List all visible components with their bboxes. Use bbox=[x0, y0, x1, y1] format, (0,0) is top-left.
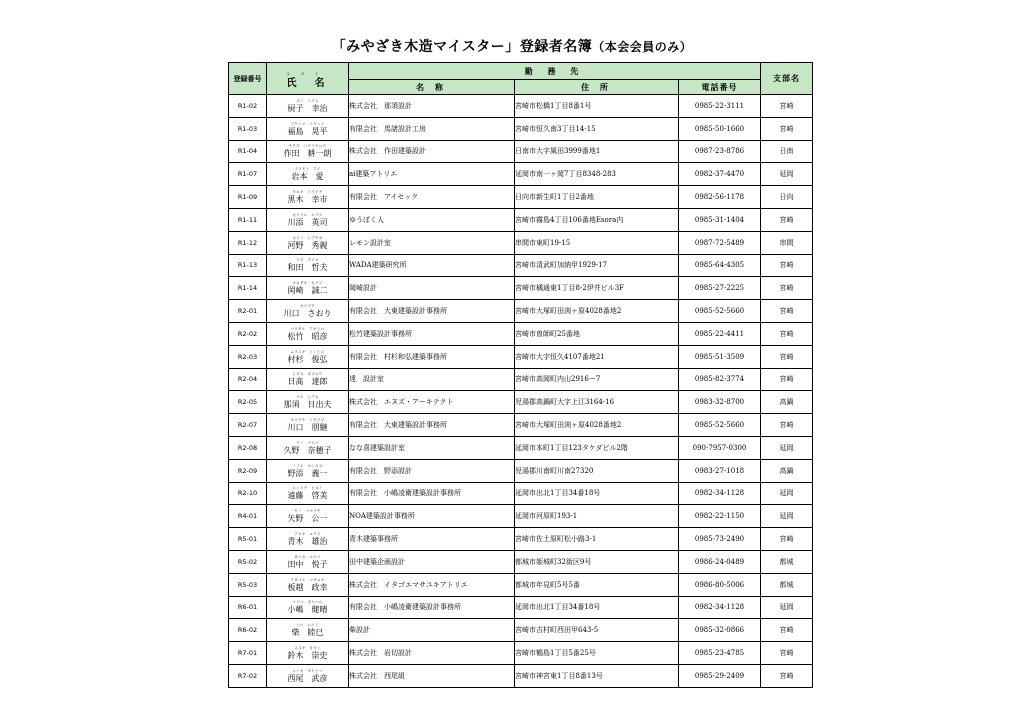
name-text: 日髙 達郎 bbox=[287, 377, 328, 387]
office-address: 児湯郡川南町川南27320 bbox=[515, 459, 679, 482]
name-furigana: コジマ タケハル bbox=[292, 600, 323, 605]
member-name bbox=[267, 254, 349, 277]
name-furigana: クロキ コウイチ bbox=[292, 190, 323, 195]
phone-number: 0982-34-1128 bbox=[679, 482, 761, 505]
registration-no: R5-01 bbox=[229, 528, 267, 551]
phone-number: 0985-32-0866 bbox=[679, 619, 761, 642]
table-row bbox=[229, 163, 813, 186]
registration-no: R1-03 bbox=[229, 117, 267, 140]
table-row bbox=[229, 368, 813, 391]
name-text: 岡崎 誠二 bbox=[287, 286, 328, 296]
name-furigana: イワモト アイ bbox=[294, 167, 321, 172]
registration-no: R2-07 bbox=[229, 414, 267, 437]
phone-number: 0985-64-4305 bbox=[679, 254, 761, 277]
office-address: 延岡市出北1丁目34番18号 bbox=[515, 596, 679, 619]
office-address: 延岡市本町1丁目123タケダビル2階 bbox=[515, 436, 679, 459]
registration-no: R1-04 bbox=[229, 140, 267, 163]
name-furigana: クノ ナホコ bbox=[296, 440, 319, 445]
name-furigana: イタゴエ マサユキ bbox=[290, 577, 325, 582]
header-workplace: 勤 務 先 bbox=[349, 63, 761, 80]
phone-number: 0985-27-2225 bbox=[679, 277, 761, 300]
name-text: 西尾 武彦 bbox=[287, 673, 328, 683]
phone-number: 0985-82-3774 bbox=[679, 368, 761, 391]
table-row bbox=[229, 277, 813, 300]
registration-no: R6-01 bbox=[229, 596, 267, 619]
name-furigana: ノゾエ ヨシカズ bbox=[292, 463, 323, 468]
branch-name: 宮崎 bbox=[761, 208, 813, 231]
branch-name: 日南 bbox=[761, 140, 813, 163]
registration-no: R7-02 bbox=[229, 664, 267, 687]
branch-name: 宮崎 bbox=[761, 642, 813, 665]
office-address: 宮崎市橘通東1丁目8-2伊井ビル3F bbox=[515, 277, 679, 300]
office-name: 柴設計 bbox=[349, 619, 515, 642]
office-address: 児湯郡高鍋町大字上江3164-16 bbox=[515, 391, 679, 414]
office-name: 株式会社 岩切設計 bbox=[349, 642, 515, 665]
name-furigana: ナス ヒデオ bbox=[296, 395, 319, 400]
office-address: 日南市大字風田3999番地1 bbox=[515, 140, 679, 163]
name-text: 矢野 公一 bbox=[287, 514, 328, 524]
member-name bbox=[267, 664, 349, 687]
office-address: 宮崎市大字恒久4107番地21 bbox=[515, 345, 679, 368]
office-address: 延岡市南一ヶ岡7丁目8348-283 bbox=[515, 163, 679, 186]
branch-name: 宮崎 bbox=[761, 277, 813, 300]
name-furigana: ヒダカ タツロウ bbox=[292, 372, 323, 377]
office-address: 宮崎市吉村町西田甲643-5 bbox=[515, 619, 679, 642]
name-text: 川口 さおり bbox=[283, 309, 332, 319]
table-row bbox=[229, 322, 813, 345]
name-furigana: シバ ムツミ bbox=[296, 623, 319, 628]
office-address: 都城市年見町5号5番 bbox=[515, 573, 679, 596]
member-name bbox=[267, 322, 349, 345]
name-furigana: カワノ ヒデチカ bbox=[292, 235, 323, 240]
member-name bbox=[267, 117, 349, 140]
name-furigana: ズシ コウジ bbox=[296, 98, 319, 103]
registration-no: R2-08 bbox=[229, 436, 267, 459]
name-text: 福島 晃平 bbox=[287, 126, 328, 136]
member-name bbox=[267, 414, 349, 437]
branch-name: 宮崎 bbox=[761, 117, 813, 140]
name-text: 遠藤 啓美 bbox=[287, 491, 328, 501]
table-row bbox=[229, 459, 813, 482]
phone-number: 0982-34-1128 bbox=[679, 596, 761, 619]
name-furigana: マツタケ アキヒロ bbox=[290, 326, 325, 331]
member-name bbox=[267, 95, 349, 118]
table-row bbox=[229, 573, 813, 596]
office-address: 宮崎市神宮東1丁目8番13号 bbox=[515, 664, 679, 687]
phone-number: 0985-51-3509 bbox=[679, 345, 761, 368]
registration-no: R6-02 bbox=[229, 619, 267, 642]
branch-name: 延岡 bbox=[761, 596, 813, 619]
branch-name: 宮崎 bbox=[761, 345, 813, 368]
member-name bbox=[267, 550, 349, 573]
phone-number: 0986-80-5006 bbox=[679, 573, 761, 596]
name-text: 青木 雄治 bbox=[287, 537, 328, 547]
name-furigana: ワダ テツオ bbox=[296, 258, 319, 263]
branch-name: 高鍋 bbox=[761, 391, 813, 414]
name-furigana: ヤノ コウイチ bbox=[294, 509, 321, 514]
office-name: 株式会社 西尾組 bbox=[349, 664, 515, 687]
office-name: 有限会社 小嶋凌衛建築設計事務所 bbox=[349, 596, 515, 619]
registration-no: R5-03 bbox=[229, 573, 267, 596]
name-text: 田中 悦子 bbox=[287, 559, 328, 569]
office-address: 宮崎市大塚町田渕ヶ原4028番地2 bbox=[515, 414, 679, 437]
name-furigana: オカザキ セイジ bbox=[292, 281, 323, 286]
registration-no: R4-01 bbox=[229, 505, 267, 528]
name-text: 厨子 幸治 bbox=[287, 103, 328, 113]
registration-no: R1-13 bbox=[229, 254, 267, 277]
name-text: 野添 義一 bbox=[287, 468, 328, 478]
branch-name: 延岡 bbox=[761, 482, 813, 505]
table-row bbox=[229, 345, 813, 368]
office-name: 有限会社 村杉和弘建築事務所 bbox=[349, 345, 515, 368]
registration-no: R7-01 bbox=[229, 642, 267, 665]
office-address: 宮崎市曽師町25番地 bbox=[515, 322, 679, 345]
member-name bbox=[267, 596, 349, 619]
member-name bbox=[267, 368, 349, 391]
member-name bbox=[267, 505, 349, 528]
table-row bbox=[229, 528, 813, 551]
registration-no: R2-05 bbox=[229, 391, 267, 414]
office-address: 串間市東町19-15 bbox=[515, 231, 679, 254]
member-name bbox=[267, 231, 349, 254]
registration-no: R2-03 bbox=[229, 345, 267, 368]
name-furigana: アオキ ユウジ bbox=[294, 532, 321, 537]
branch-name: 日向 bbox=[761, 186, 813, 209]
branch-name: 宮崎 bbox=[761, 368, 813, 391]
table-row bbox=[229, 254, 813, 277]
registration-no: R1-09 bbox=[229, 186, 267, 209]
office-name: NOA建築設計事務所 bbox=[349, 505, 515, 528]
name-text: 柴 睦巳 bbox=[291, 628, 324, 638]
member-name bbox=[267, 459, 349, 482]
registration-no: R2-01 bbox=[229, 300, 267, 323]
name-text: 村杉 俊弘 bbox=[287, 354, 328, 364]
office-address: 延岡市出北1丁目34番18号 bbox=[515, 482, 679, 505]
registration-no: R2-02 bbox=[229, 322, 267, 345]
office-name: 有限会社 小嶋凌衛建築設計事務所 bbox=[349, 482, 515, 505]
branch-name: 宮崎 bbox=[761, 619, 813, 642]
table-row bbox=[229, 186, 813, 209]
member-name bbox=[267, 573, 349, 596]
name-text: 河野 秀親 bbox=[287, 240, 328, 250]
header-name-label: 氏 名 bbox=[286, 77, 329, 89]
name-furigana: サクダ コウイチロウ bbox=[288, 144, 327, 149]
table-row bbox=[229, 550, 813, 573]
title-text: 「みやざき木造マイスター」登録者名簿 bbox=[331, 39, 593, 55]
registration-no: R1-07 bbox=[229, 163, 267, 186]
name-furigana: スズキ タカシ bbox=[294, 646, 321, 651]
header-phone: 電話番号 bbox=[679, 80, 761, 95]
office-address: 宮崎市大塚町田渕ヶ原4028番地2 bbox=[515, 300, 679, 323]
table-header bbox=[229, 63, 813, 95]
phone-number: 0982-22-1150 bbox=[679, 505, 761, 528]
name-furigana: ムラスギ トシヒロ bbox=[290, 349, 325, 354]
phone-number: 0982-37-4470 bbox=[679, 163, 761, 186]
name-text: 小嶋 健晴 bbox=[287, 605, 328, 615]
name-text: 板越 政幸 bbox=[287, 582, 328, 592]
name-text: 川添 英司 bbox=[287, 217, 328, 227]
table-row bbox=[229, 208, 813, 231]
office-name: なな喜建築設計室 bbox=[349, 436, 515, 459]
name-text: 和田 哲夫 bbox=[287, 263, 328, 273]
name-furigana: フクシマ コウヘイ bbox=[290, 121, 325, 126]
office-name: 有限会社 アイセック bbox=[349, 186, 515, 209]
table-row bbox=[229, 231, 813, 254]
office-name: ゆうぼく人 bbox=[349, 208, 515, 231]
table-row bbox=[229, 391, 813, 414]
header-branch: 支部名 bbox=[761, 63, 813, 95]
registration-no: R1-11 bbox=[229, 208, 267, 231]
office-address: 宮崎市松橋1丁目8番1号 bbox=[515, 95, 679, 118]
office-name: 株式会社 エヌズ・アーキテクト bbox=[349, 391, 515, 414]
office-address: 宮崎市鶴島1丁目5番25号 bbox=[515, 642, 679, 665]
member-name bbox=[267, 186, 349, 209]
office-name: 有限会社 野添設計 bbox=[349, 459, 515, 482]
branch-name: 高鍋 bbox=[761, 459, 813, 482]
phone-number: 0985-52-5660 bbox=[679, 414, 761, 437]
name-text: 岩本 愛 bbox=[291, 172, 324, 182]
registration-no: R2-10 bbox=[229, 482, 267, 505]
title-subtitle: （本会会員のみ） bbox=[592, 40, 693, 54]
phone-number: 0986-24-0489 bbox=[679, 550, 761, 573]
branch-name: 宮崎 bbox=[761, 95, 813, 118]
office-name: レモン設計室 bbox=[349, 231, 515, 254]
registration-no: R1-14 bbox=[229, 277, 267, 300]
header-name bbox=[267, 63, 349, 95]
branch-name: 宮崎 bbox=[761, 254, 813, 277]
registration-no: R5-02 bbox=[229, 550, 267, 573]
name-text: 久野 奈穂子 bbox=[283, 445, 332, 455]
branch-name: 延岡 bbox=[761, 436, 813, 459]
name-text: 川口 朋継 bbox=[287, 423, 328, 433]
member-name bbox=[267, 163, 349, 186]
phone-number: 0987-72-5489 bbox=[679, 231, 761, 254]
phone-number: 0983-32-8700 bbox=[679, 391, 761, 414]
table-row bbox=[229, 642, 813, 665]
name-text: 作田 耕一朗 bbox=[283, 149, 332, 159]
branch-name: 都城 bbox=[761, 573, 813, 596]
office-name: 有限会社 大東建築設計事務所 bbox=[349, 300, 515, 323]
registration-no: R2-04 bbox=[229, 368, 267, 391]
office-name: 松竹建築設計事務所 bbox=[349, 322, 515, 345]
name-furigana: タナカ エツコ bbox=[294, 554, 321, 559]
registration-no: R2-09 bbox=[229, 459, 267, 482]
member-name bbox=[267, 528, 349, 551]
office-name: 有限会社 大東建築設計事務所 bbox=[349, 414, 515, 437]
table-row bbox=[229, 619, 813, 642]
member-name bbox=[267, 482, 349, 505]
table-row bbox=[229, 482, 813, 505]
table-row bbox=[229, 664, 813, 687]
name-text: 松竹 昭彦 bbox=[287, 331, 328, 341]
branch-name: 宮崎 bbox=[761, 322, 813, 345]
branch-name: 都城 bbox=[761, 550, 813, 573]
phone-number: 0985-31-1404 bbox=[679, 208, 761, 231]
name-text: 黒木 幸市 bbox=[287, 195, 328, 205]
member-name bbox=[267, 642, 349, 665]
office-address: 宮崎市清武町加納甲1929-17 bbox=[515, 254, 679, 277]
branch-name: 宮崎 bbox=[761, 664, 813, 687]
member-name bbox=[267, 436, 349, 459]
phone-number: 0985-50-1660 bbox=[679, 117, 761, 140]
office-name: 青木建築事務所 bbox=[349, 528, 515, 551]
member-name bbox=[267, 619, 349, 642]
table-row bbox=[229, 117, 813, 140]
name-furigana: カワグチ トモツグ bbox=[290, 418, 325, 423]
branch-name: 宮崎 bbox=[761, 300, 813, 323]
office-name: ai建築アトリエ bbox=[349, 163, 515, 186]
office-name: 株式会社 那須設計 bbox=[349, 95, 515, 118]
branch-name: 宮崎 bbox=[761, 414, 813, 437]
registration-no: R1-02 bbox=[229, 95, 267, 118]
phone-number: 0985-22-3111 bbox=[679, 95, 761, 118]
name-text: 鈴木 崇史 bbox=[287, 651, 328, 661]
office-name: 田中建築企画設計 bbox=[349, 550, 515, 573]
table-row bbox=[229, 505, 813, 528]
branch-name: 串間 bbox=[761, 231, 813, 254]
branch-name: 延岡 bbox=[761, 163, 813, 186]
name-furigana: カワゴエ エイジ bbox=[292, 212, 323, 217]
table-row bbox=[229, 596, 813, 619]
phone-number: 0985-22-4411 bbox=[679, 322, 761, 345]
phone-number: 0985-23-4785 bbox=[679, 642, 761, 665]
name-furigana: ニシオ タケヒコ bbox=[292, 668, 323, 673]
registrant-table bbox=[228, 62, 813, 688]
phone-number: 0982-56-1178 bbox=[679, 186, 761, 209]
office-address: 宮崎市佐土原町松小路3-1 bbox=[515, 528, 679, 551]
table-row bbox=[229, 140, 813, 163]
office-name: WADA建築研究所 bbox=[349, 254, 515, 277]
header-office-name: 名 称 bbox=[349, 80, 515, 95]
phone-number: 0985-52-5660 bbox=[679, 300, 761, 323]
phone-number: 0985-73-2490 bbox=[679, 528, 761, 551]
branch-name: 延岡 bbox=[761, 505, 813, 528]
office-address: 延岡市河原町193-1 bbox=[515, 505, 679, 528]
member-name bbox=[267, 391, 349, 414]
office-name: 岡崎設計 bbox=[349, 277, 515, 300]
member-name bbox=[267, 208, 349, 231]
header-registration-no: 登録番号 bbox=[229, 63, 267, 95]
office-name: 株式会社 イタゴエマサユキアトリエ bbox=[349, 573, 515, 596]
table-row bbox=[229, 300, 813, 323]
document-title bbox=[0, 36, 1024, 56]
table-row bbox=[229, 414, 813, 437]
office-address: 宮崎市高岡町内山2916ー7 bbox=[515, 368, 679, 391]
office-address: 日向市新生町1丁目2番地 bbox=[515, 186, 679, 209]
phone-number: 090-7957-0300 bbox=[679, 436, 761, 459]
office-name: 有限会社 馬諸設計工房 bbox=[349, 117, 515, 140]
office-address: 都城市姫城町32街区9号 bbox=[515, 550, 679, 573]
member-name bbox=[267, 140, 349, 163]
member-name bbox=[267, 345, 349, 368]
table-row bbox=[229, 95, 813, 118]
name-text: 那須 日出夫 bbox=[283, 400, 332, 410]
table-row bbox=[229, 436, 813, 459]
phone-number: 0983-27-1018 bbox=[679, 459, 761, 482]
branch-name: 宮崎 bbox=[761, 528, 813, 551]
phone-number: 0987-23-8786 bbox=[679, 140, 761, 163]
office-name: 達 設計室 bbox=[349, 368, 515, 391]
registration-no: R1-12 bbox=[229, 231, 267, 254]
member-name bbox=[267, 277, 349, 300]
table-body bbox=[229, 95, 813, 688]
member-name bbox=[267, 300, 349, 323]
header-address: 住 所 bbox=[515, 80, 679, 95]
name-furigana: カワグチ bbox=[299, 304, 316, 309]
header-name-ruby: シメイ bbox=[286, 70, 329, 76]
name-furigana: エンドウ ヒロミ bbox=[292, 486, 323, 491]
office-name: 株式会社 作田建築設計 bbox=[349, 140, 515, 163]
office-address: 宮崎市霧島4丁目106番地Esora内 bbox=[515, 208, 679, 231]
phone-number: 0985-29-2409 bbox=[679, 664, 761, 687]
office-address: 宮崎市恒久南3丁目14-15 bbox=[515, 117, 679, 140]
